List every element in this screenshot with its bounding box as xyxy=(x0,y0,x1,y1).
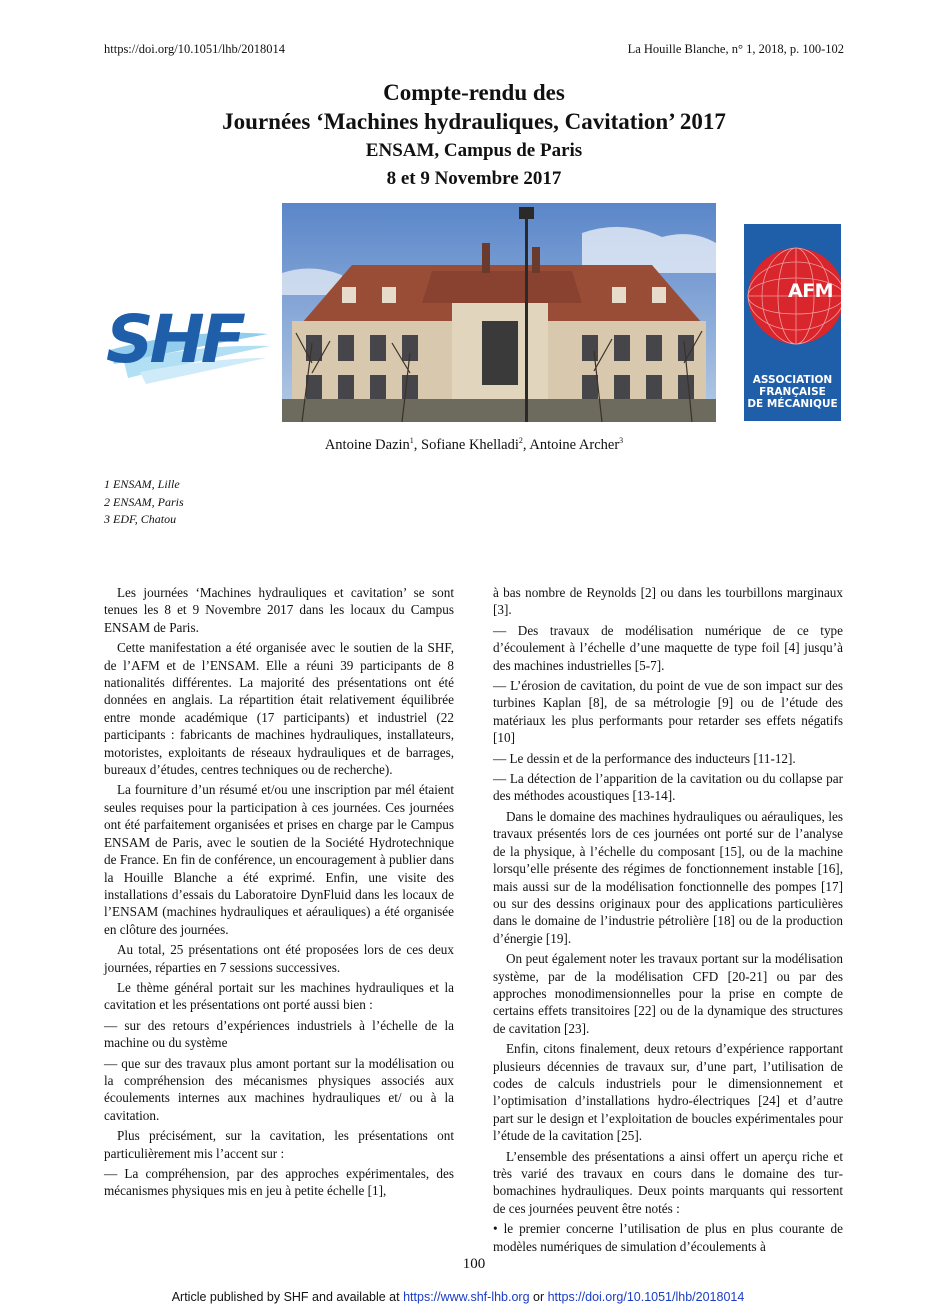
body-paragraph: • le premier concerne l’utilisation de plus en plus courante de modèles numériques de simulation d’écoulements à xyxy=(493,1221,843,1254)
afm-logo xyxy=(744,224,841,421)
body-paragraph: à bas nombre de Reynolds [2] ou dans les tourbillons marginaux [3]. xyxy=(493,585,843,618)
footer xyxy=(0,1290,916,1304)
page-number: 100 xyxy=(462,1256,486,1272)
author-affiliation-ref: 1 xyxy=(409,436,414,445)
footer-middle: or xyxy=(529,1290,548,1304)
shf-link[interactable]: https://www.shf-lhb.org xyxy=(403,1290,530,1304)
afm-line-2: FRANÇAISE xyxy=(759,386,826,398)
author-name: Antoine Dazin xyxy=(324,436,410,453)
afm-line-1: ASSOCIATION xyxy=(752,374,833,386)
author-separator: , xyxy=(522,436,530,453)
body-paragraph: — L’érosion de cavitation, du point de vue de son impact sur des turbines Kaplan [8], de sa métrologie [9] ou de l’étude des matériaux les plus performants pour retarder ses effets négatifs [10] xyxy=(493,678,843,746)
journal-header: La Houille Blanche, n° 1, 2018, p. 100-102 xyxy=(627,42,844,56)
author-affiliation-ref: 3 xyxy=(619,436,624,445)
author-name: Sofiane Khelladi xyxy=(421,436,519,453)
author-separator: , xyxy=(413,436,422,453)
title-line-4: 8 et 9 Novembre 2017 xyxy=(386,168,562,189)
footer-prefix: Article published by SHF and available at xyxy=(171,1290,404,1304)
body-paragraph: On peut également noter les travaux portant sur la modélisation système, par de la modélisation CFD [20-21] ou par des approches monodimensionnelles pour la prise en compte de certains effets transitoires [22] ou de la dynamique des structures de cavitation [23]. xyxy=(493,951,843,1036)
shf-logo xyxy=(100,288,272,384)
body-column-left xyxy=(104,584,454,1203)
body-paragraph: Le thème général portait sur les machines hydrauliques et la cavitation et les présentations ont porté aussi bien : xyxy=(104,979,454,1013)
body-paragraph: Les journées ‘Machines hydrauliques et cavitation’ se sont tenues les 8 et 9 Novembre 2017 dans les locaux du Campus ENSAM de Paris. xyxy=(104,585,454,635)
campus-photo xyxy=(282,203,716,422)
body-paragraph: — Le dessin et de la performance des inducteurs [11-12]. xyxy=(493,750,796,766)
body-paragraph: — La détection de l’apparition de la cavitation ou du collapse par des méthodes acoustiques [13-14]. xyxy=(493,771,843,804)
body-paragraph: Plus précisément, sur la cavitation, les présentations ont particulièrement mis l’accent sur : xyxy=(104,1128,454,1161)
body-column-right xyxy=(493,584,843,1258)
title-line-3: ENSAM, Campus de Paris xyxy=(365,140,583,161)
body-paragraph: Dans le domaine des machines hydrauliques ou aérauliques, les travaux présentés lors de ces journées ont porté sur de l’analyse de la physique, à l’échelle du composant [15], ou de la machine lorsqu’elle présente des régimes de fonctionnement instable [16], mais aussi sur de la modélisation fonctionnelle des pompes [17] ou sur des dessins originaux pour des applications particulières dans le domaine de l’industrie pétrolière [18] ou de la production d’énergie [19]. xyxy=(493,808,843,946)
doi-header: https://doi.org/10.1051/lhb/2018014 xyxy=(104,42,286,56)
title-line-2: Journées ‘Machines hydrauliques, Cavitation’ 2017 xyxy=(222,109,726,134)
body-paragraph: L’ensemble des présentations a ainsi offert un aperçu riche et très varié des travaux en cours dans le domaine des turbomachines hydrauliques. Deux points marquants qui ressortent de ces journées peuvent être notés : xyxy=(493,1148,843,1216)
afm-line-3: DE MÉCANIQUE xyxy=(747,398,838,410)
shf-logo-text: SHF xyxy=(106,301,242,378)
affiliations xyxy=(104,476,184,529)
body-paragraph: Enfin, citons finalement, deux retours d’expérience rapportant plusieurs décennies de travaux sur, d’une part, l’utilisation de codes de calculs industriels pour le dimensionnement et l’optimisation d’installations hydro-électriques [24] et d’autre part sur le design et l’exploitation de boucles expérimentales pour l’étude de la cavitation [25]. xyxy=(493,1041,843,1144)
author-name: Antoine Archer xyxy=(529,436,620,453)
author-list xyxy=(0,436,930,454)
afm-logo-text: AFM xyxy=(788,280,834,302)
body-paragraph: Au total, 25 présentations ont été proposées lors de ces deux journées, réparties en 7 sessions successives. xyxy=(104,942,454,975)
author-affiliation-ref: 2 xyxy=(518,436,523,445)
affiliation: 2 ENSAM, Paris xyxy=(104,494,184,509)
body-paragraph: La fourniture d’un résumé et/ou une inscription par mél étaient seules requises pour la participation à ces journées. Ces journées ont été parfaitement organisées et prises en charge par le Campus ENSAM de Paris, avec le soutien de la Société Hydrotechnique de France. En fin de conférence, un encouragement à publier dans la Houille Blanche a été exprimé. Enfin, une visite des installations d’essais du Laboratoire DynFluid dans les locaux de l’ENSAM (machines hydrauliques et aérauliques) a été organisée en clôture des journées. xyxy=(104,782,454,937)
body-paragraph: — La compréhension, par des approches expérimentales, des mécanismes physiques mis en jeu à petite échelle [1], xyxy=(104,1166,454,1199)
body-paragraph: — sur des retours d’expériences industriels à l’échelle de la machine ou du système xyxy=(104,1017,454,1051)
body-paragraph: — que sur des travaux plus amont portant sur la modélisation ou la compréhension des mécanismes physiques associés aux écoulements internes aux machines hydrauliques et/ ou à la cavitation. xyxy=(104,1055,454,1123)
doi-link[interactable]: https://doi.org/10.1051/lhb/2018014 xyxy=(547,1290,745,1304)
body-paragraph: — Des travaux de modélisation numérique de ce type d’écoulement à l’échelle d’une maquette de type foil [4] jusqu’à des machines industrielles [5-7]. xyxy=(493,622,843,673)
body-paragraph: Cette manifestation a été organisée avec le soutien de la SHF, de l’AFM et de l’ENSAM. Elle a réuni 39 participants de 8 nationalités différentes. La majorité des présentations ont été données en anglais. La répartition était relativement équilibrée entre monde académique (17 participants) et industriel (22 participants : fabricants de machines hydrauliques, installateurs, motoristes, exploitants de réseaux hydrauliques et de barrages, bureaux d’études, centres techniques ou de recherche). xyxy=(104,640,454,778)
title-line-1: Compte-rendu des xyxy=(383,80,565,105)
affiliation: 3 EDF, Chatou xyxy=(104,512,177,526)
affiliation: 1 ENSAM, Lille xyxy=(104,477,180,491)
